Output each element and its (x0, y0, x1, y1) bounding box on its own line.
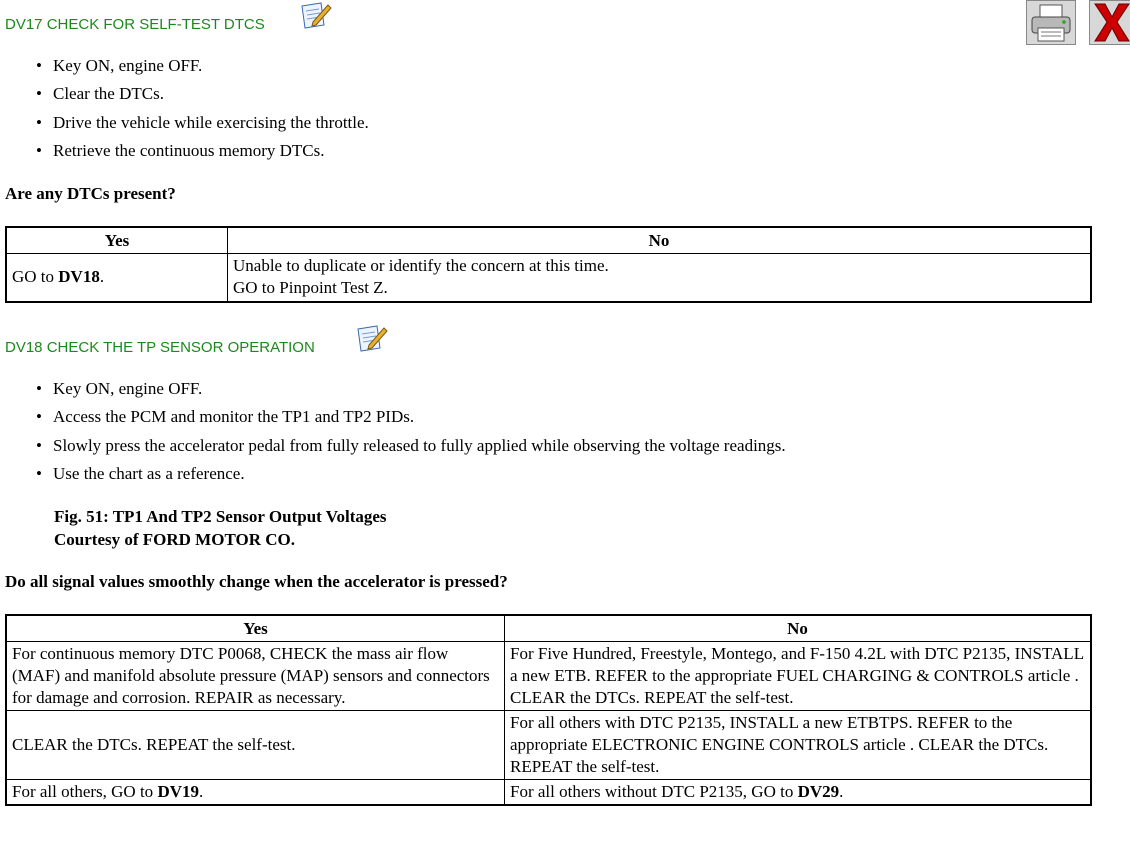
no-cell: For all others with DTC P2135, INSTALL a new ETBTPS. REFER to the appropriate ELECTRONIC ENGINE CONTROLS article . CLEAR the DTCs. REPEAT the self-test. (505, 711, 1092, 780)
no-cell: Unable to duplicate or identify the concern at this time. GO to Pinpoint Test Z. (228, 254, 1092, 302)
dv18-heading: DV18 CHECK THE TP SENSOR OPERATION (5, 339, 315, 356)
yes-header: Yes (6, 227, 228, 254)
list-item: • Use the chart as a reference. (36, 460, 786, 488)
dv18-link[interactable]: DV18 (58, 267, 100, 287)
list-item: • Key ON, engine OFF. (36, 375, 786, 403)
list-item: • Clear the DTCs. (36, 80, 369, 108)
list-item: • Key ON, engine OFF. (36, 52, 369, 80)
dv17-notepad-icon[interactable] (299, 1, 333, 34)
no-header: No (228, 227, 1092, 254)
yes-header: Yes (6, 615, 505, 642)
printer-icon (1026, 0, 1076, 45)
dv19-link[interactable]: DV19 (157, 782, 199, 801)
close-x-icon (1089, 0, 1130, 45)
figure-caption[interactable]: Fig. 51: TP1 And TP2 Sensor Output Voltages (54, 507, 387, 526)
dv29-link[interactable]: DV29 (797, 782, 840, 801)
print-button[interactable] (1026, 0, 1076, 45)
yes-cell: CLEAR the DTCs. REPEAT the self-test. (6, 711, 505, 780)
notepad-pencil-icon (355, 324, 389, 352)
list-item: • Retrieve the continuous memory DTCs. (36, 137, 369, 165)
dv18-table (5, 614, 1092, 806)
dv17-question: Are any DTCs present? (5, 184, 176, 203)
yes-cell: For all others, GO to DV19. (6, 780, 505, 806)
yes-cell: GO to DV18. (6, 254, 228, 302)
notepad-pencil-icon (299, 1, 333, 29)
dv18-steps (36, 375, 786, 489)
dv18-question: Do all signal values smoothly change when the accelerator is pressed? (5, 572, 508, 591)
no-cell: For all others without DTC P2135, GO to DV29. (505, 780, 1092, 806)
close-button[interactable] (1089, 0, 1130, 45)
figure-caption-block (54, 505, 387, 551)
figure-credit: Courtesy of FORD MOTOR CO. (54, 530, 295, 549)
list-item: • Drive the vehicle while exercising the throttle. (36, 109, 369, 137)
list-item: • Slowly press the accelerator pedal from fully released to fully applied while observing the voltage readings. (36, 432, 786, 460)
no-cell: For Five Hundred, Freestyle, Montego, and F-150 4.2L with DTC P2135, INSTALL a new ETB. REFER to the appropriate FUEL CHARGING & CONTROLS article . CLEAR the DTCs. REPEAT the self-test. (505, 642, 1092, 711)
list-item: • Access the PCM and monitor the TP1 and TP2 PIDs. (36, 403, 786, 431)
dv18-notepad-icon[interactable] (355, 324, 389, 357)
dv17-table (5, 226, 1092, 303)
dv17-heading: DV17 CHECK FOR SELF-TEST DTCS (5, 16, 265, 33)
no-header: No (505, 615, 1092, 642)
dv17-steps (36, 52, 369, 166)
yes-cell: For continuous memory DTC P0068, CHECK the mass air flow (MAF) and manifold absolute pressure (MAP) sensors and connectors for damage and corrosion. REPAIR as necessary. (6, 642, 505, 711)
